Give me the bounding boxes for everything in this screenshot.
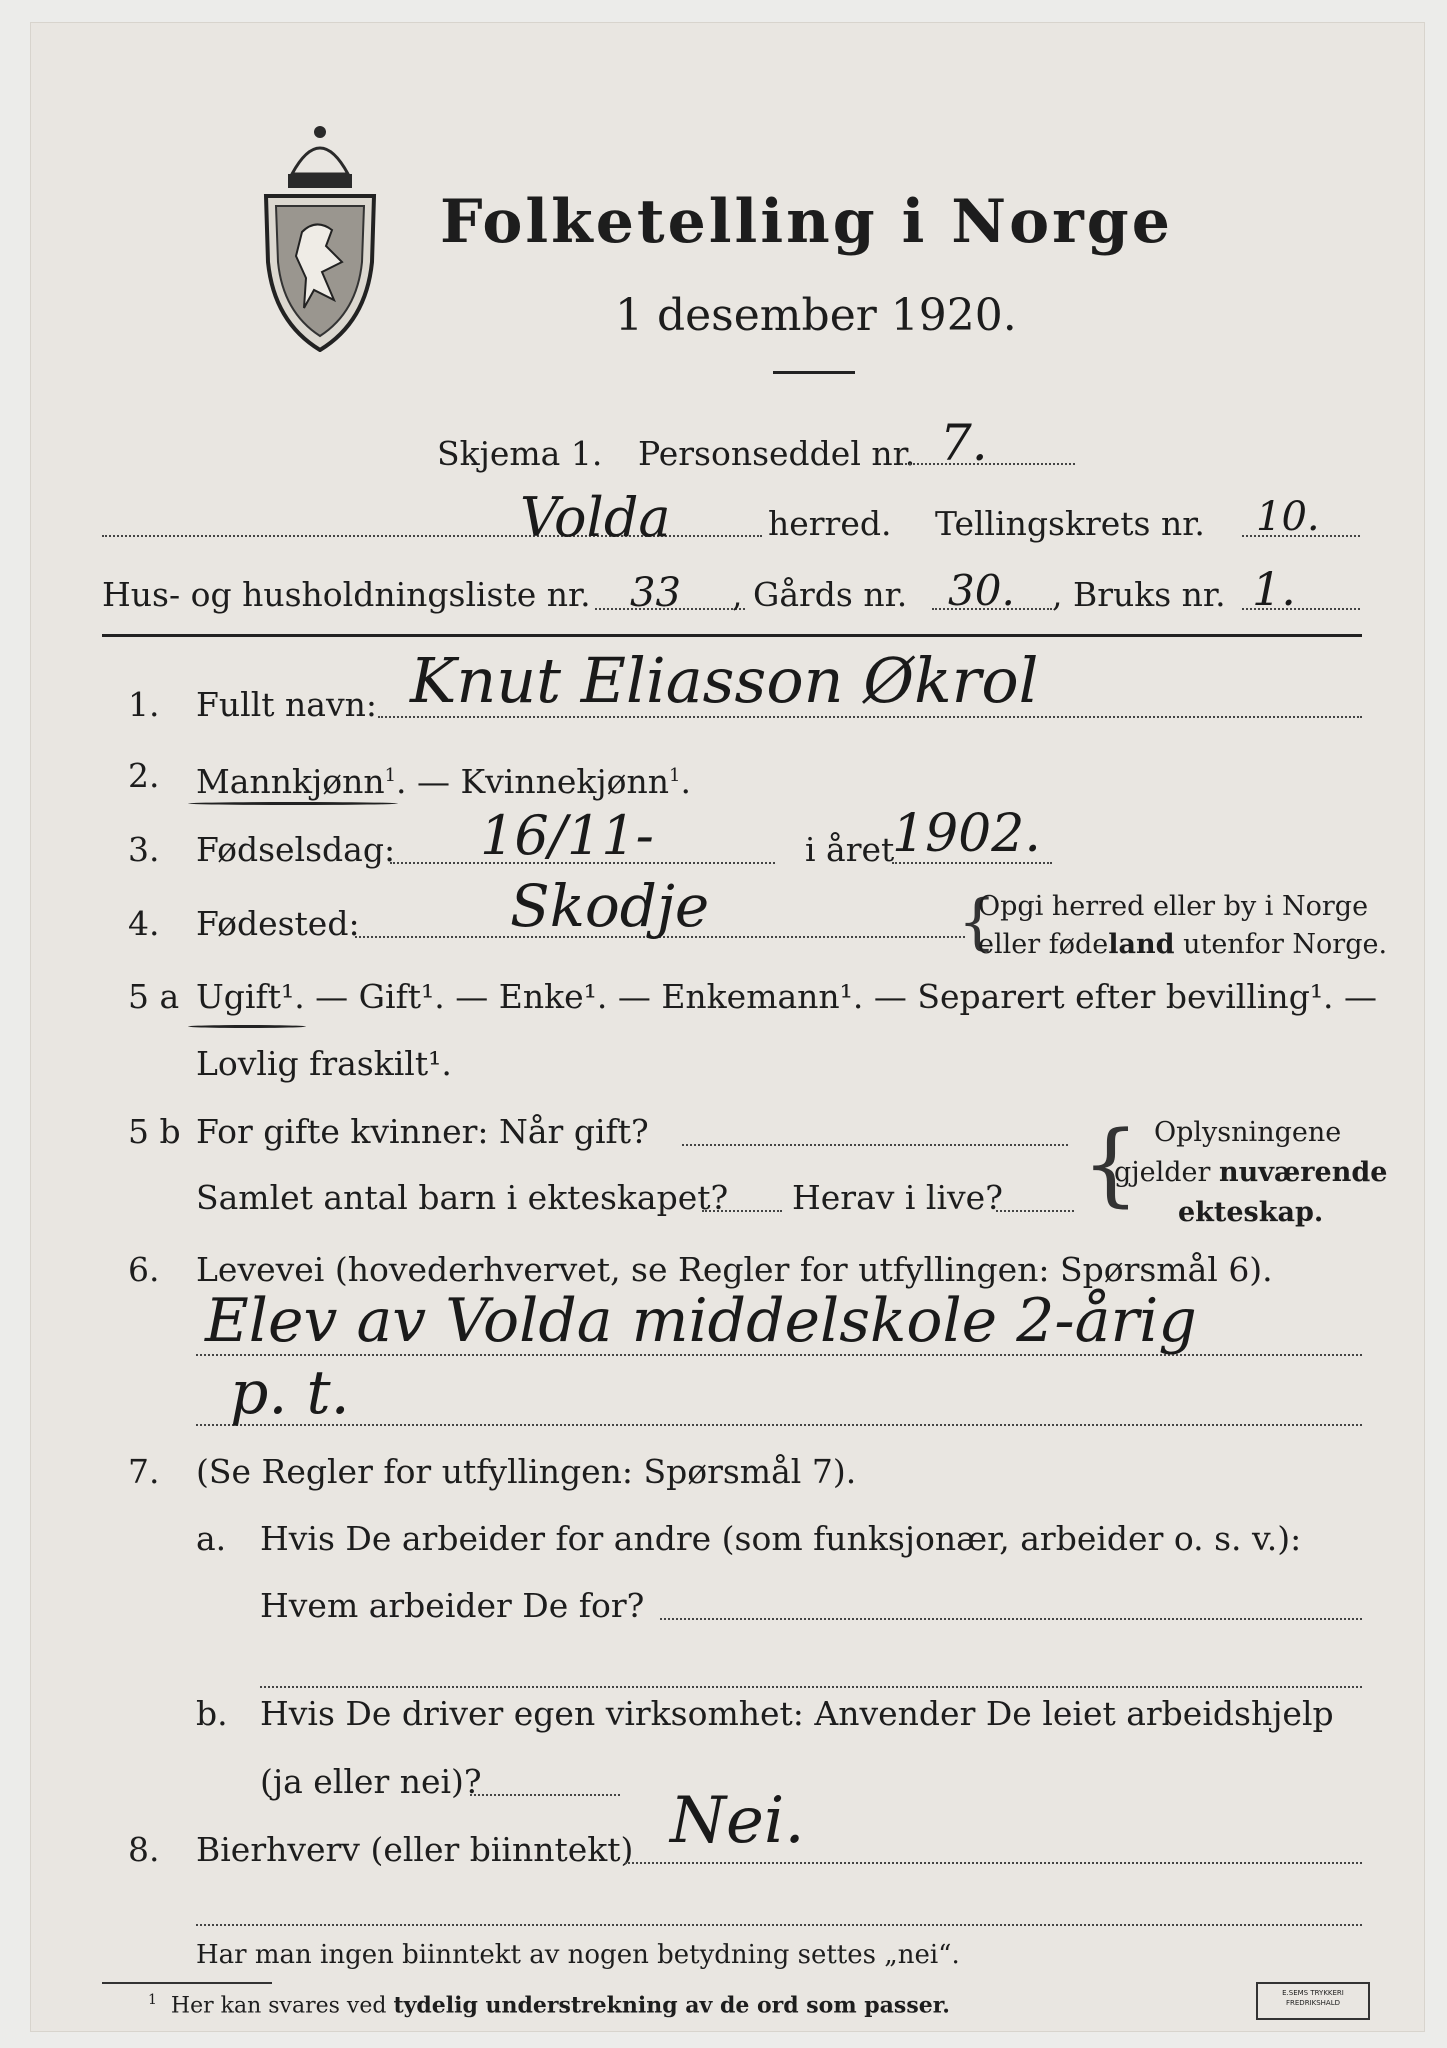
q7b-line1: Hvis De driver egen virksomhet: Anvender De leiet arbeidshjelp bbox=[260, 1694, 1334, 1733]
no-income-note: Har man ingen biinntekt av nogen betydning settes „nei“. bbox=[196, 1940, 960, 1970]
footnote-divider bbox=[102, 1982, 272, 1984]
q5a-number: 5 a bbox=[128, 977, 180, 1016]
header-rule bbox=[102, 634, 1362, 637]
q8-number: 8. bbox=[128, 1830, 160, 1869]
q7-number: 7. bbox=[128, 1452, 160, 1491]
q8-value: Nei. bbox=[670, 1784, 805, 1858]
q5b-number: 5 b bbox=[128, 1112, 181, 1151]
personseddel-value: 7. bbox=[940, 414, 988, 472]
q7-label: (Se Regler for utfyllingen: Spørsmål 7). bbox=[196, 1452, 857, 1491]
q7a-line2: Hvem arbeider De for? bbox=[260, 1586, 645, 1625]
q1-number: 1. bbox=[128, 685, 160, 724]
q4-number: 4. bbox=[128, 904, 160, 943]
gards-label: , Gårds nr. bbox=[732, 575, 908, 614]
q6-value-line2: p. t. bbox=[230, 1358, 350, 1428]
q7b-line2: (ja eller nei)? bbox=[260, 1762, 482, 1801]
herred-label: herred. bbox=[768, 504, 892, 543]
q5b-children-label: Samlet antal barn i ekteskapet? bbox=[196, 1178, 729, 1217]
q7b-letter: b. bbox=[196, 1694, 228, 1733]
q6-number: 6. bbox=[128, 1250, 160, 1289]
q6-value-line1: Elev av Volda middelskole 2-årig bbox=[205, 1286, 1197, 1356]
herred-value: Volda bbox=[520, 486, 671, 549]
q7a-line1: Hvis De arbeider for andre (som funksjonær, arbeider o. s. v.): bbox=[260, 1519, 1302, 1558]
q2-male-underline bbox=[188, 802, 398, 805]
q3-number: 3. bbox=[128, 830, 160, 869]
q5a-ugift-underline bbox=[188, 1025, 306, 1028]
q7a-letter: a. bbox=[196, 1519, 227, 1558]
q5b-brace: { bbox=[1082, 1112, 1140, 1217]
form-title: Folketelling i Norge bbox=[440, 187, 1173, 257]
q5b-note-line1: Oplysningene bbox=[1154, 1117, 1342, 1148]
tellingskrets-value: 10. bbox=[1256, 494, 1320, 540]
q1-label: Fullt navn: bbox=[196, 685, 377, 724]
q2-male: Mannkjønn bbox=[196, 762, 385, 801]
printer-mark: E.SEMS TRYKKERI FREDRIKSHALD bbox=[1256, 1982, 1370, 2020]
q2-female: Kvinnekjønn bbox=[460, 762, 670, 801]
tellingskrets-label: Tellingskrets nr. bbox=[935, 504, 1205, 543]
q2-number: 2. bbox=[128, 756, 160, 795]
q3-value: 16/11- bbox=[480, 804, 654, 867]
q4-note-line2: eller fødeland utenfor Norge. bbox=[978, 929, 1388, 960]
q5b-note-line3: ekteskap. bbox=[1178, 1197, 1324, 1228]
q6-label: Levevei (hovederhvervet, se Regler for utfyllingen: Spørsmål 6). bbox=[196, 1250, 1273, 1289]
hus-label: Hus- og husholdningsliste nr. bbox=[102, 575, 591, 614]
bruks-label: , Bruks nr. bbox=[1052, 575, 1226, 614]
q3-year-label: i året bbox=[805, 830, 895, 869]
q4-value: Skodje bbox=[510, 872, 710, 940]
q4-label: Fødested: bbox=[196, 904, 360, 943]
q5a-options-cont: Lovlig fraskilt¹. bbox=[196, 1044, 452, 1083]
q1-value: Knut Eliasson Økrol bbox=[410, 644, 1039, 717]
q5a-options: Ugift¹. — Gift¹. — Enke¹. — Enkemann¹. — Separert efter bevilling¹. — bbox=[196, 977, 1378, 1016]
q4-brace: { bbox=[958, 887, 997, 957]
footnote: $^1$ Her kan svares ved tydelig understrekning av de ord som passer. bbox=[148, 1992, 950, 2019]
census-form-page bbox=[30, 22, 1425, 2032]
personseddel-label: Personseddel nr. bbox=[638, 434, 916, 473]
q8-label: Bierhverv (eller biinntekt) bbox=[196, 1830, 634, 1869]
bruks-value: 1. bbox=[1252, 562, 1296, 616]
q2-options: Mannkjønn$^1$. — Kvinnekjønn$^1$. bbox=[196, 762, 691, 801]
q3-label: Fødselsdag: bbox=[196, 830, 396, 869]
q4-note-line1: Opgi herred eller by i Norge bbox=[978, 891, 1369, 922]
coat-of-arms-icon bbox=[262, 122, 378, 352]
gards-value: 30. bbox=[948, 566, 1015, 615]
q5b-note-line2: gjelder nuværende bbox=[1114, 1157, 1388, 1188]
form-date: 1 desember 1920. bbox=[615, 290, 1017, 341]
q5b-alive-label: Herav i live? bbox=[792, 1178, 1003, 1217]
skjema-label: Skjema 1. bbox=[437, 434, 603, 473]
q5b-line1: For gifte kvinner: Når gift? bbox=[196, 1112, 649, 1151]
hus-value: 33 bbox=[630, 570, 681, 616]
title-divider bbox=[773, 371, 855, 374]
q3-year-value: 1902. bbox=[892, 804, 1041, 864]
